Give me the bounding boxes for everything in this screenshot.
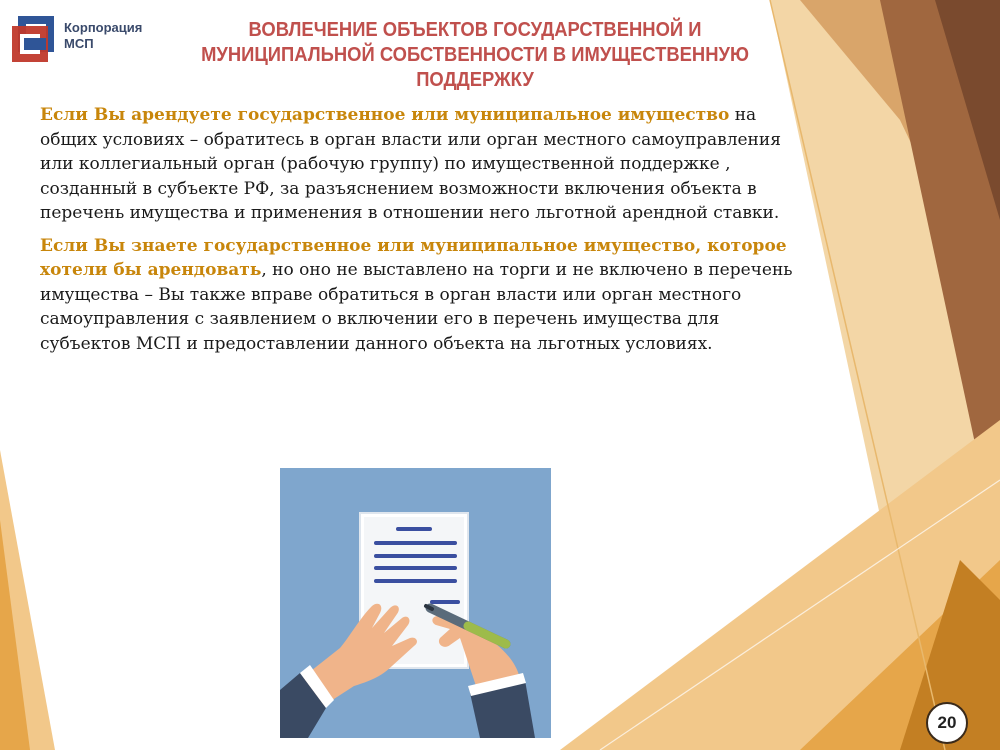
logo-line-1: Корпорация (64, 20, 143, 35)
msp-logo-icon (10, 14, 62, 64)
paragraph-1-highlight: Если Вы арендуете государственное или муниципальное имущество (40, 105, 730, 125)
page-number: 20 (926, 702, 968, 744)
paragraph-2-text: , но оно не выставлено на торги и не включено в перечень имущества – Вы также вправе обратиться в орган власти или орган местного самоуправления с заявлением о включении его в перечень имущества для субъектов МСП и предоставлении данного объекта на льготных условиях. (40, 260, 793, 354)
paragraph-2 (40, 234, 800, 357)
main-content (40, 103, 800, 364)
paragraph-2-highlight: Если Вы знаете государственное или муниципальное имущество, которое хотели бы арендовать (40, 235, 787, 280)
document-signing-illustration (280, 468, 551, 738)
logo-line-2: МСП (64, 36, 94, 51)
page-title: ВОВЛЕЧЕНИЕ ОБЪЕКТОВ ГОСУДАРСТВЕННОЙ И МУНИЦИПАЛЬНОЙ СОБСТВЕННОСТИ В ИМУЩЕСТВЕННУЮ ПОДДЕРЖКУ (201, 19, 749, 91)
paragraph-1 (40, 103, 800, 226)
logo-text (64, 20, 164, 52)
paragraph-1-text: на общих условиях – обратитесь в орган власти или орган местного самоуправления или коллегиальный орган (рабочую группу) по имущественной поддержке , созданный в субъекте РФ, за разъяснением возможности включения объекта в перечень имущества и применения в отношении него льготной арендной ставки. (40, 105, 781, 223)
